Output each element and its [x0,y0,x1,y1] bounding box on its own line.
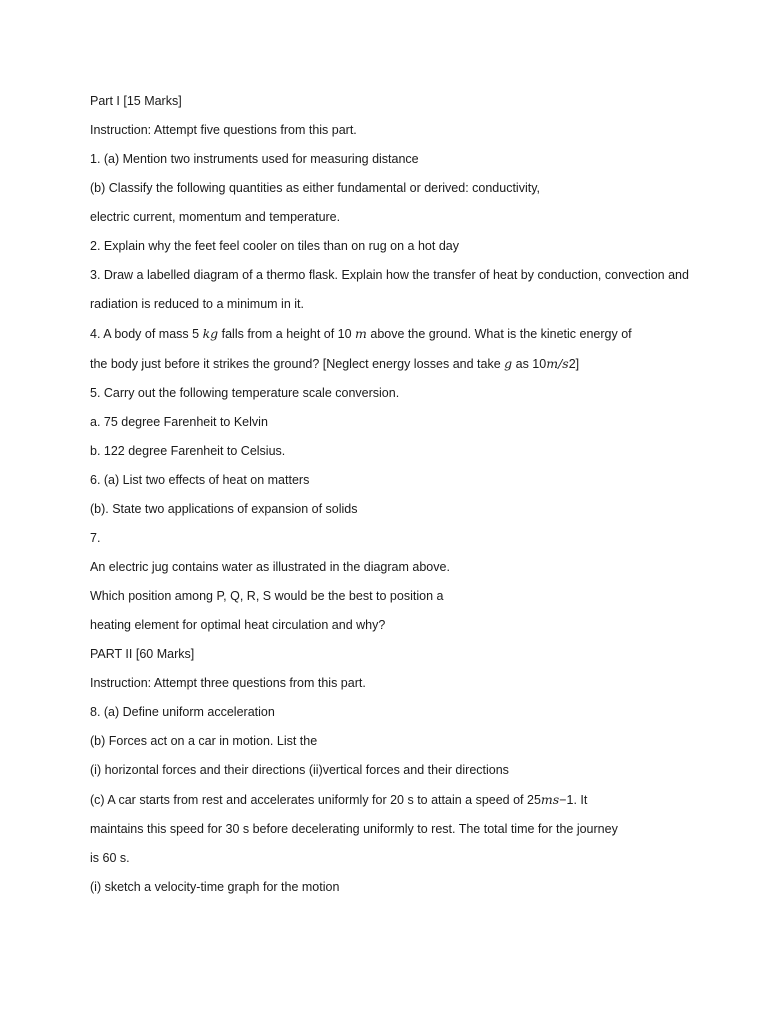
q4-text-b: falls from a height of 10 [218,327,356,341]
part1-header: Part I [15 Marks] [90,94,182,108]
question-5a: a. 75 degree Farenheit to Kelvin [90,415,268,429]
q4-unit-ms2: m/s [546,356,569,371]
question-4-line2 [90,355,690,373]
document-page [90,93,690,908]
question-8c-i: (i) sketch a velocity-time graph for the motion [90,880,340,894]
question-2: 2. Explain why the feet feel cooler on tiles than on rug on a hot day [90,239,459,253]
part2-instruction: Instruction: Attempt three questions from this part. [90,676,366,690]
question-8c-line1 [90,791,690,809]
question-1a: 1. (a) Mention two instruments used for measuring distance [90,152,419,166]
question-7-line2: Which position among P, Q, R, S would be the best to position a [90,589,444,603]
part2-header: PART II [60 Marks] [90,647,195,661]
q4-symbol-g: g [504,356,513,371]
question-8c-line2: maintains this speed for 30 s before decelerating uniformly to rest. The total time for the journey [90,822,618,836]
question-3-line2: radiation is reduced to a minimum in it. [90,297,304,311]
question-7: 7. [90,531,101,545]
q8c-unit-ms: ms [540,792,560,807]
question-8a: 8. (a) Define uniform acceleration [90,705,275,719]
question-4-line1 [90,325,690,343]
question-6a: 6. (a) List two effects of heat on matters [90,473,310,487]
q8c-text-a: (c) A car starts from rest and accelerates uniformly for 20 s to attain a speed of 25 [90,793,541,807]
question-8b-i: (i) horizontal forces and their directions (ii)vertical forces and their directions [90,763,509,777]
question-3-line1: 3. Draw a labelled diagram of a thermo flask. Explain how the transfer of heat by conduction, convection and [90,268,689,282]
q4-unit-m: m [355,326,367,341]
q4-text-e: as 10 [512,357,547,371]
question-5: 5. Carry out the following temperature scale conversion. [90,386,400,400]
question-5b: b. 122 degree Farenheit to Celsius. [90,444,286,458]
part1-instruction: Instruction: Attempt five questions from this part. [90,123,357,137]
q4-text-c: above the ground. What is the kinetic energy of [366,327,632,341]
question-1b-line2: electric current, momentum and temperature. [90,210,341,224]
q4-text-f: 2] [568,357,580,371]
question-7-line1: An electric jug contains water as illustrated in the diagram above. [90,560,450,574]
q4-text-a: 4. A body of mass 5 [90,327,203,341]
q8c-text-b: −1. It [559,793,588,807]
question-6b: (b). State two applications of expansion of solids [90,502,358,516]
question-8b: (b) Forces act on a car in motion. List the [90,734,318,748]
question-8c-line3: is 60 s. [90,851,130,865]
question-7-line3: heating element for optimal heat circulation and why? [90,618,386,632]
q4-unit-kg: kg [202,326,219,341]
q4-text-d: the body just before it strikes the ground? [Neglect energy losses and take [90,357,505,371]
question-1b-line1: (b) Classify the following quantities as either fundamental or derived: conductivity, [90,181,540,195]
